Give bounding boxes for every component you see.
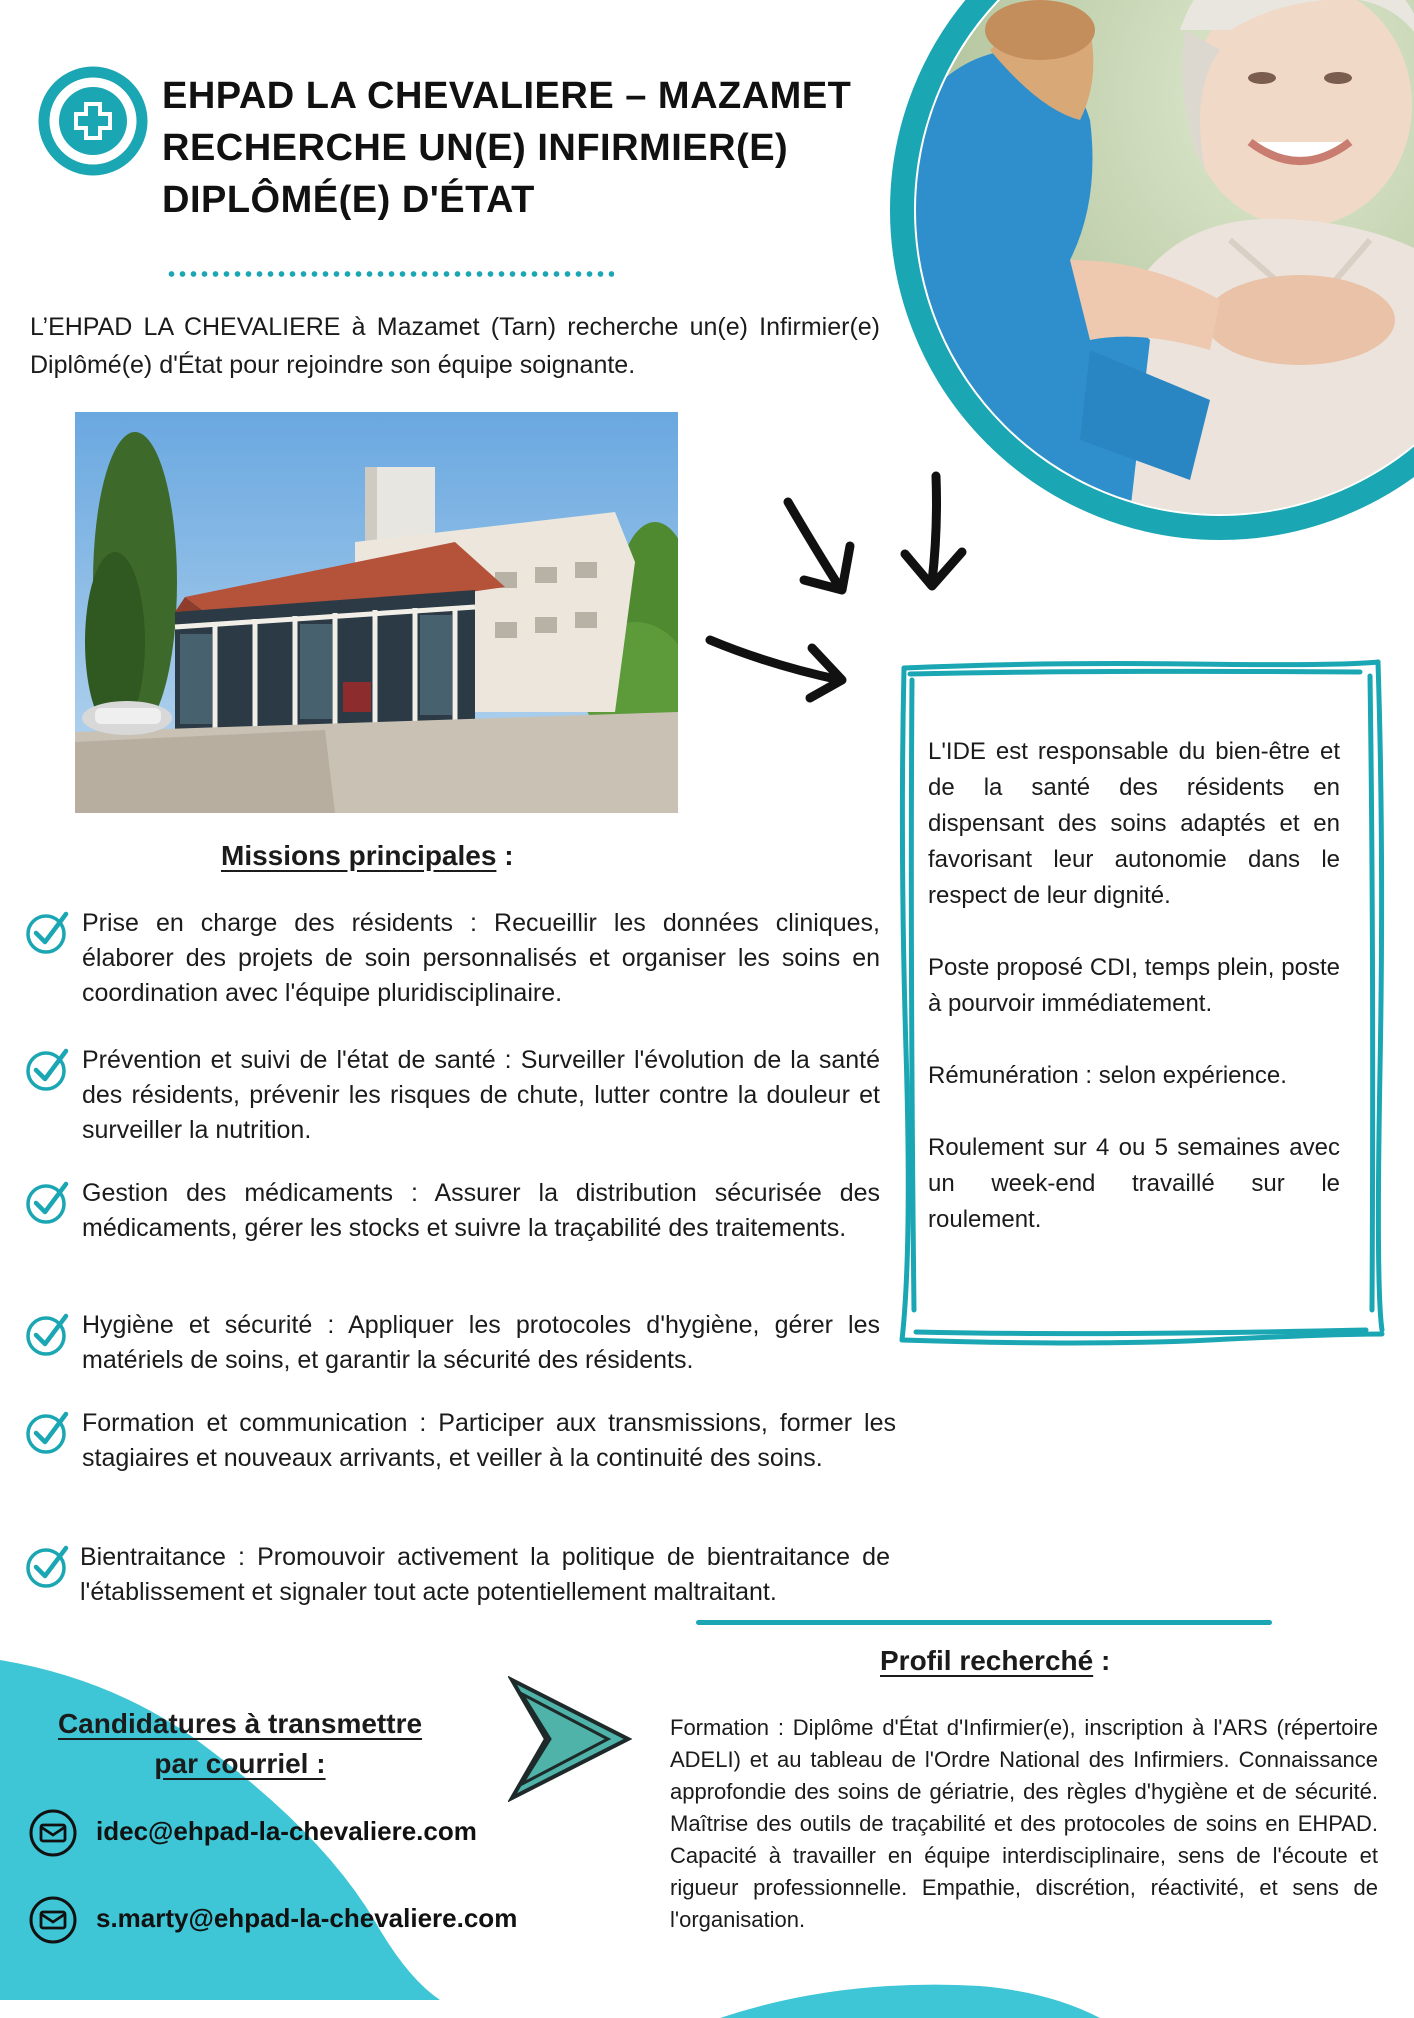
intro-text: L’EHPAD LA CHEVALIERE à Mazamet (Tarn) recherche un(e) Infirmier(e) Diplômé(e) d'État pour rejoindre son équipe soignante.	[30, 313, 880, 379]
contract-info: Poste proposé CDI, temps plein, poste à pourvoir immédiatement.	[928, 954, 1340, 1017]
check-icon	[24, 908, 72, 956]
email-address[interactable]: idec@ehpad-la-chevaliere.com	[96, 1816, 477, 1846]
role-description: L'IDE est responsable du bien-être et de la santé des résidents en dispensant des soins adaptés et en favorisant leur autonomie dans le respect de leur dignité.	[928, 738, 1340, 909]
mission-item	[24, 1406, 896, 1476]
profile-heading: Profil recherché :	[880, 1645, 1111, 1676]
mission-text: Bientraitance : Promouvoir activement la politique de bientraitance de l'établissement et signaler tout acte potentiellement maltraitant.	[80, 1543, 890, 1606]
mission-text: Hygiène et sécurité : Appliquer les protocoles d'hygiène, gérer les matériels de soins, et garantir la sécurité des résidents.	[82, 1311, 880, 1374]
mission-text: Formation et communication : Participer aux transmissions, former les stagiaires et nouveaux arrivants, et veiller à la continuité des soins.	[82, 1409, 896, 1472]
medical-cross-icon	[38, 66, 148, 176]
email-address[interactable]: s.marty@ehpad-la-chevaliere.com	[96, 1903, 518, 1933]
envelope-icon	[28, 1808, 78, 1858]
check-icon	[24, 1542, 72, 1590]
salary-info: Rémunération : selon expérience.	[928, 1062, 1287, 1089]
profile-text: Formation : Diplôme d'État d'Infirmier(e), inscription à l'ARS (répertoire ADELI) et au tableau de l'Ordre National des Infirmiers. Connaissance approfondie des soins de gériatrie, des règles d'hygiène et de sécurité. Maîtrise des outils de traçabilité et des protocoles de soins en EHPAD. Capacité à travailler en équipe interdisciplinaire, sens de l'écoute et rigueur professionnelle. Empathie, discrétion, réactivité, et sens de l'organisation.	[670, 1715, 1378, 1932]
decorative-teal-shape	[720, 1978, 1100, 2018]
check-icon	[24, 1178, 72, 1226]
building-photo	[75, 412, 678, 813]
mission-text: Gestion des médicaments : Assurer la distribution sécurisée des médicaments, gérer les stocks et suivre la traçabilité des traitements.	[82, 1179, 880, 1242]
mission-item	[24, 1308, 880, 1378]
chevron-arrow-icon	[508, 1676, 632, 1802]
schedule-info: Roulement sur 4 ou 5 semaines avec un week-end travaillé sur le roulement.	[928, 1134, 1340, 1233]
applications-heading: Candidatures à transmettre par courriel :	[57, 1708, 423, 1779]
job-info-box	[928, 734, 1340, 1274]
check-icon	[24, 1045, 72, 1093]
section-divider	[696, 1620, 1272, 1625]
missions-heading: Missions principales :	[221, 840, 514, 871]
mission-text: Prévention et suivi de l'état de santé : Surveiller l'évolution de la santé des résidents, prévenir les risques de chute, lutter contre la douleur et surveiller la nutrition.	[82, 1046, 880, 1144]
title-dotted-divider	[166, 270, 614, 278]
page-title: EHPAD LA CHEVALIERE – MAZAMET RECHERCHE UN(E) INFIRMIER(E) DIPLÔMÉ(E) D'ÉTAT	[162, 75, 852, 221]
check-icon	[24, 1310, 72, 1358]
mission-item	[24, 1043, 880, 1148]
mission-item	[24, 1176, 880, 1246]
check-icon	[24, 1408, 72, 1456]
mission-text: Prise en charge des résidents : Recueillir les données cliniques, élaborer des projets de soin personnalisés et organiser les soins en coordination avec l'équipe pluridisciplinaire.	[82, 909, 880, 1007]
envelope-icon	[28, 1895, 78, 1945]
mission-item	[24, 1540, 890, 1610]
mission-item	[24, 906, 880, 1011]
